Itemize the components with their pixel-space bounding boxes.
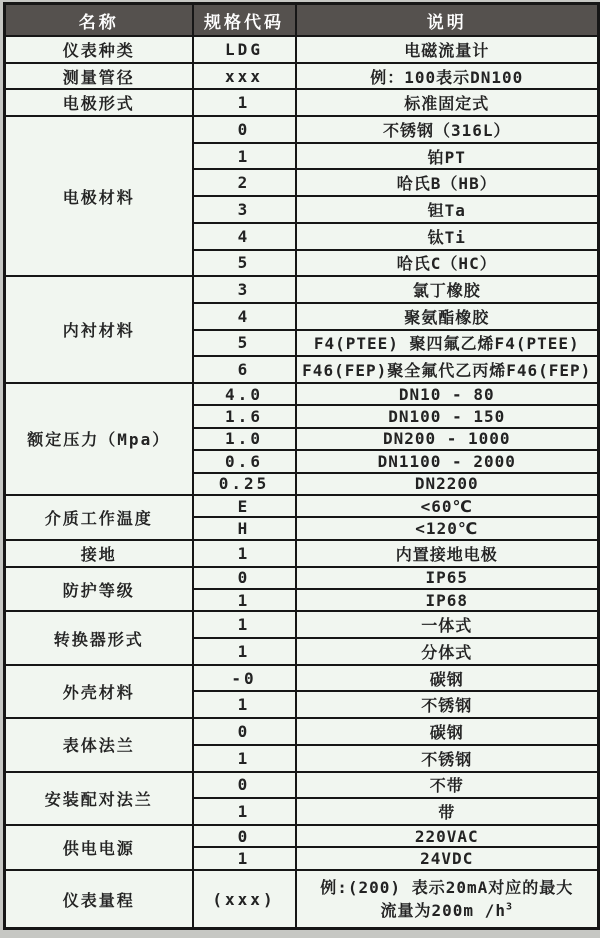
- spec-group-name: 电极形式: [5, 89, 193, 116]
- spec-code-cell: 1: [193, 847, 296, 870]
- spec-desc-cell: 220VAC: [296, 825, 599, 847]
- spec-desc-cell: 不锈钢: [296, 691, 599, 718]
- spec-code-cell: 0.6: [193, 450, 296, 472]
- spec-group-name: 仪表量程: [5, 870, 193, 929]
- spec-desc-cell: DN10 - 80: [296, 383, 599, 405]
- spec-desc-cell: 不锈钢（316L）: [296, 116, 599, 143]
- table-row: [5, 276, 599, 303]
- spec-code-cell: 1: [193, 540, 296, 567]
- spec-code-cell: 1: [193, 611, 296, 638]
- spec-desc-cell: 钛Ti: [296, 223, 599, 250]
- spec-desc-cell: IP65: [296, 567, 599, 589]
- spec-desc-cell: 哈氏B（HB）: [296, 169, 599, 196]
- spec-code-cell: 4: [193, 223, 296, 250]
- spec-desc-cell: 24VDC: [296, 847, 599, 870]
- spec-group-name: 额定压力（Mpa）: [5, 383, 193, 495]
- spec-table: [3, 2, 600, 930]
- spec-desc-cell: DN1100 - 2000: [296, 450, 599, 472]
- spec-code-cell: 0: [193, 772, 296, 799]
- table-row: [5, 567, 599, 589]
- spec-code-cell: -0: [193, 665, 296, 692]
- spec-group-name: 防护等级: [5, 567, 193, 612]
- spec-code-cell: 6: [193, 356, 296, 383]
- spec-code-cell: 1: [193, 798, 296, 825]
- spec-desc-cell: 钽Ta: [296, 196, 599, 223]
- spec-desc-cell: 电磁流量计: [296, 36, 599, 63]
- spec-code-cell: (xxx): [193, 870, 296, 929]
- spec-desc-cell: 一体式: [296, 611, 599, 638]
- spec-desc-line1: 例:(200) 表示20mA对应的最大: [320, 877, 574, 897]
- spec-group-name: 介质工作温度: [5, 495, 193, 540]
- spec-desc-line2: [299, 899, 596, 922]
- spec-code-cell: 0.25: [193, 473, 296, 495]
- spec-code-cell: 1.0: [193, 428, 296, 450]
- table-row: [5, 36, 599, 63]
- spec-group-name: 仪表种类: [5, 36, 193, 63]
- spec-code-cell: 1: [193, 638, 296, 665]
- spec-code-cell: 0: [193, 825, 296, 847]
- spec-desc-cell: 标准固定式: [296, 89, 599, 116]
- spec-code-cell: 5: [193, 250, 296, 277]
- spec-code-cell: 3: [193, 276, 296, 303]
- spec-group-name: 外壳材料: [5, 665, 193, 718]
- table-row: [5, 825, 599, 847]
- spec-desc-cell: 聚氨酯橡胶: [296, 303, 599, 330]
- spec-desc-cell: F4(PTEE) 聚四氟乙烯F4(PTEE): [296, 330, 599, 357]
- table-body: [5, 36, 599, 929]
- table-row: [5, 870, 599, 929]
- table-row: [5, 665, 599, 692]
- spec-desc-cell: 碳钢: [296, 718, 599, 745]
- spec-code-cell: E: [193, 495, 296, 517]
- spec-code-cell: xxx: [193, 63, 296, 90]
- spec-code-cell: 1: [193, 745, 296, 772]
- spec-desc-line2-text: 流量为200m /h: [380, 901, 506, 920]
- table-row: [5, 116, 599, 143]
- spec-desc-cell: <120℃: [296, 517, 599, 539]
- spec-desc-cell: <60℃: [296, 495, 599, 517]
- spec-desc-cell: IP68: [296, 589, 599, 611]
- spec-code-cell: 5: [193, 330, 296, 357]
- spec-code-cell: 0: [193, 567, 296, 589]
- spec-group-name: 表体法兰: [5, 718, 193, 771]
- table-row: [5, 718, 599, 745]
- spec-desc-cell: 氯丁橡胶: [296, 276, 599, 303]
- col-header-name: 名称: [5, 4, 193, 37]
- spec-desc-cell: 碳钢: [296, 665, 599, 692]
- spec-group-name: 内衬材料: [5, 276, 193, 383]
- spec-code-cell: 1: [193, 143, 296, 170]
- spec-desc-cell: DN2200: [296, 473, 599, 495]
- spec-desc-cell: 哈氏C（HC）: [296, 250, 599, 277]
- spec-desc-cell: 内置接地电极: [296, 540, 599, 567]
- spec-desc-cell: 不锈钢: [296, 745, 599, 772]
- spec-code-cell: 4.0: [193, 383, 296, 405]
- spec-code-cell: 2: [193, 169, 296, 196]
- table-row: [5, 383, 599, 405]
- table-row: [5, 772, 599, 799]
- spec-group-name: 供电电源: [5, 825, 193, 870]
- spec-group-name: 安装配对法兰: [5, 772, 193, 825]
- spec-code-cell: 0: [193, 116, 296, 143]
- header-row: [5, 4, 599, 37]
- spec-code-cell: 1: [193, 589, 296, 611]
- spec-group-name: 电极材料: [5, 116, 193, 276]
- spec-code-cell: 1: [193, 691, 296, 718]
- spec-code-cell: 1.6: [193, 405, 296, 427]
- spec-desc-cell: DN200 - 1000: [296, 428, 599, 450]
- spec-desc-cell: 带: [296, 798, 599, 825]
- col-header-desc: 说明: [296, 4, 599, 37]
- spec-group-name: 测量管径: [5, 63, 193, 90]
- table-header: [5, 4, 599, 37]
- table-row: [5, 89, 599, 116]
- spec-code-cell: H: [193, 517, 296, 539]
- spec-code-cell: 0: [193, 718, 296, 745]
- col-header-code: 规格代码: [193, 4, 296, 37]
- spec-desc-superscript: 3: [505, 901, 513, 913]
- spec-code-cell: 1: [193, 89, 296, 116]
- spec-desc-cell: DN100 - 150: [296, 405, 599, 427]
- spec-code-cell: LDG: [193, 36, 296, 63]
- spec-desc-cell: 铂PT: [296, 143, 599, 170]
- spec-desc-cell: 分体式: [296, 638, 599, 665]
- table-row: [5, 611, 599, 638]
- spec-group-name: 转换器形式: [5, 611, 193, 664]
- spec-desc-cell: F46(FEP)聚全氟代乙丙烯F46(FEP): [296, 356, 599, 383]
- spec-desc-cell: 不带: [296, 772, 599, 799]
- spec-code-cell: 3: [193, 196, 296, 223]
- spec-desc-cell: 例：100表示DN100: [296, 63, 599, 90]
- spec-desc-cell: [296, 870, 599, 929]
- table-row: [5, 540, 599, 567]
- table-row: [5, 495, 599, 517]
- table-row: [5, 63, 599, 90]
- spec-code-cell: 4: [193, 303, 296, 330]
- spec-group-name: 接地: [5, 540, 193, 567]
